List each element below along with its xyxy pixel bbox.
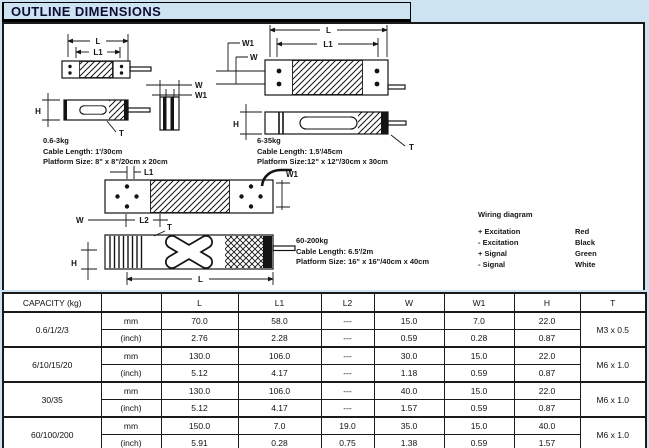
dim-label-L: L — [198, 275, 203, 284]
value-cell: 1.18 — [374, 365, 444, 383]
wiring-row — [478, 226, 638, 237]
wiring-color: Red — [575, 227, 590, 236]
wiring-row — [478, 259, 638, 270]
value-cell: 40.0 — [514, 417, 580, 435]
value-cell: 0.28 — [444, 330, 514, 348]
value-cell: 0.59 — [374, 330, 444, 348]
capacity-range-small: 0.6-3kg — [43, 136, 69, 145]
page-title: OUTLINE DIMENSIONS — [11, 3, 162, 19]
thread-cell: M6 x 1.0 — [580, 347, 646, 382]
wiring-diagram — [478, 210, 638, 270]
value-cell: 1.38 — [374, 435, 444, 448]
dim-label-L1: L1 — [93, 48, 103, 57]
unit-cell: mm — [101, 382, 161, 400]
dimensions-table — [2, 292, 647, 448]
value-cell: 30.0 — [374, 347, 444, 365]
table-row — [3, 312, 646, 330]
value-cell: 22.0 — [514, 312, 580, 330]
table-row — [3, 417, 646, 435]
value-cell: 7.0 — [444, 312, 514, 330]
value-cell: 70.0 — [161, 312, 238, 330]
thread-cell: M3 x 0.5 — [580, 312, 646, 347]
value-cell: 19.0 — [321, 417, 374, 435]
wiring-title: Wiring diagram — [478, 210, 533, 219]
unit-cell: (inch) — [101, 400, 161, 418]
dim-label-L: L — [95, 37, 101, 46]
wiring-terminal: + Signal — [478, 249, 507, 258]
value-cell: 0.75 — [321, 435, 374, 448]
cable-length-medium: Cable Length: 1.5'/45cm — [257, 146, 343, 156]
col-header-L2: L2 — [321, 293, 374, 312]
dim-label-H: H — [71, 259, 77, 268]
col-header-unit — [101, 293, 161, 312]
thread-cell: M6 x 1.0 — [580, 417, 646, 448]
value-cell: 130.0 — [161, 382, 238, 400]
platform-size-medium: Platform Size:12" x 12"/30cm x 30cm — [257, 157, 388, 166]
unit-cell: mm — [101, 417, 161, 435]
capacity-cell: 30/35 — [3, 382, 101, 417]
value-cell: 7.0 — [238, 417, 321, 435]
value-cell: 0.87 — [514, 400, 580, 418]
caption-large-loadcell — [296, 236, 429, 268]
value-cell: 4.17 — [238, 365, 321, 383]
value-cell: 22.0 — [514, 382, 580, 400]
dim-label-W1: W1 — [242, 39, 254, 48]
wiring-row — [478, 237, 638, 248]
capacity-cell: 60/100/200 — [3, 417, 101, 448]
wiring-terminal: - Signal — [478, 260, 506, 269]
platform-size-small: Platform Size: 8" x 8"/20cm x 20cm — [43, 157, 168, 166]
value-cell: 1.57 — [374, 400, 444, 418]
wiring-color: Black — [575, 238, 596, 247]
dim-label-T: T — [409, 143, 414, 152]
capacity-cell: 0.6/1/2/3 — [3, 312, 101, 347]
value-cell: 2.28 — [238, 330, 321, 348]
platform-size-large: Platform Size: 16" x 16"/40cm x 40cm — [296, 257, 430, 266]
dim-label-L1: L1 — [144, 168, 154, 177]
value-cell: --- — [321, 312, 374, 330]
col-header-capacity: CAPACITY (kg) — [3, 293, 101, 312]
value-cell: 2.76 — [161, 330, 238, 348]
wiring-row — [478, 248, 638, 259]
col-header-W: W — [374, 293, 444, 312]
col-header-L1: L1 — [238, 293, 321, 312]
unit-cell: (inch) — [101, 435, 161, 448]
value-cell: 4.17 — [238, 400, 321, 418]
col-header-W1: W1 — [444, 293, 514, 312]
value-cell: 0.87 — [514, 330, 580, 348]
value-cell: 150.0 — [161, 417, 238, 435]
value-cell: 0.59 — [444, 435, 514, 448]
dim-label-L2: L2 — [139, 216, 149, 225]
wiring-terminal: + Excitation — [478, 227, 521, 236]
caption-small-loadcell — [43, 136, 168, 168]
value-cell: 35.0 — [374, 417, 444, 435]
table-row — [3, 347, 646, 365]
unit-cell: mm — [101, 347, 161, 365]
col-header-T: T — [580, 293, 646, 312]
dim-label-W: W — [195, 81, 203, 90]
wiring-terminal: - Excitation — [478, 238, 519, 247]
value-cell: 1.57 — [514, 435, 580, 448]
value-cell: --- — [321, 330, 374, 348]
thread-cell: M6 x 1.0 — [580, 382, 646, 417]
value-cell: --- — [321, 347, 374, 365]
unit-cell: mm — [101, 312, 161, 330]
cable-length-small: Cable Length: 1'/30cm — [43, 146, 123, 156]
unit-cell: (inch) — [101, 365, 161, 383]
value-cell: 15.0 — [444, 382, 514, 400]
col-header-H: H — [514, 293, 580, 312]
dim-label-L1: L1 — [323, 40, 333, 49]
capacity-range-large: 60-200kg — [296, 236, 329, 245]
value-cell: 0.28 — [238, 435, 321, 448]
value-cell: --- — [321, 400, 374, 418]
col-header-L: L — [161, 293, 238, 312]
cable-length-large: Cable Length: 6.5'/2m — [296, 246, 374, 256]
table-header-row — [3, 293, 646, 312]
wiring-color: White — [575, 260, 596, 269]
value-cell: 106.0 — [238, 347, 321, 365]
value-cell: 0.59 — [444, 400, 514, 418]
section-title-bar — [2, 2, 411, 22]
value-cell: 22.0 — [514, 347, 580, 365]
dim-label-L: L — [326, 26, 331, 35]
table-row — [3, 382, 646, 400]
value-cell: 40.0 — [374, 382, 444, 400]
value-cell: 15.0 — [444, 347, 514, 365]
value-cell: 0.87 — [514, 365, 580, 383]
value-cell: 0.59 — [444, 365, 514, 383]
dim-label-W: W — [250, 53, 258, 62]
value-cell: 106.0 — [238, 382, 321, 400]
dim-label-T: T — [167, 223, 172, 232]
dim-label-H: H — [233, 120, 239, 129]
dim-label-W1: W1 — [195, 91, 207, 100]
value-cell: --- — [321, 365, 374, 383]
dim-label-W: W — [76, 216, 84, 225]
value-cell: 5.12 — [161, 400, 238, 418]
value-cell: --- — [321, 382, 374, 400]
capacity-range-medium: 6-35kg — [257, 136, 281, 145]
dim-label-W1: W1 — [286, 170, 298, 179]
wiring-color: Green — [575, 249, 597, 258]
caption-medium-loadcell — [257, 136, 388, 168]
value-cell: 130.0 — [161, 347, 238, 365]
value-cell: 5.12 — [161, 365, 238, 383]
unit-cell: (inch) — [101, 330, 161, 348]
dim-label-H: H — [35, 107, 41, 116]
value-cell: 15.0 — [444, 417, 514, 435]
dim-label-T: T — [119, 129, 124, 138]
capacity-cell: 6/10/15/20 — [3, 347, 101, 382]
value-cell: 15.0 — [374, 312, 444, 330]
value-cell: 58.0 — [238, 312, 321, 330]
value-cell: 5.91 — [161, 435, 238, 448]
